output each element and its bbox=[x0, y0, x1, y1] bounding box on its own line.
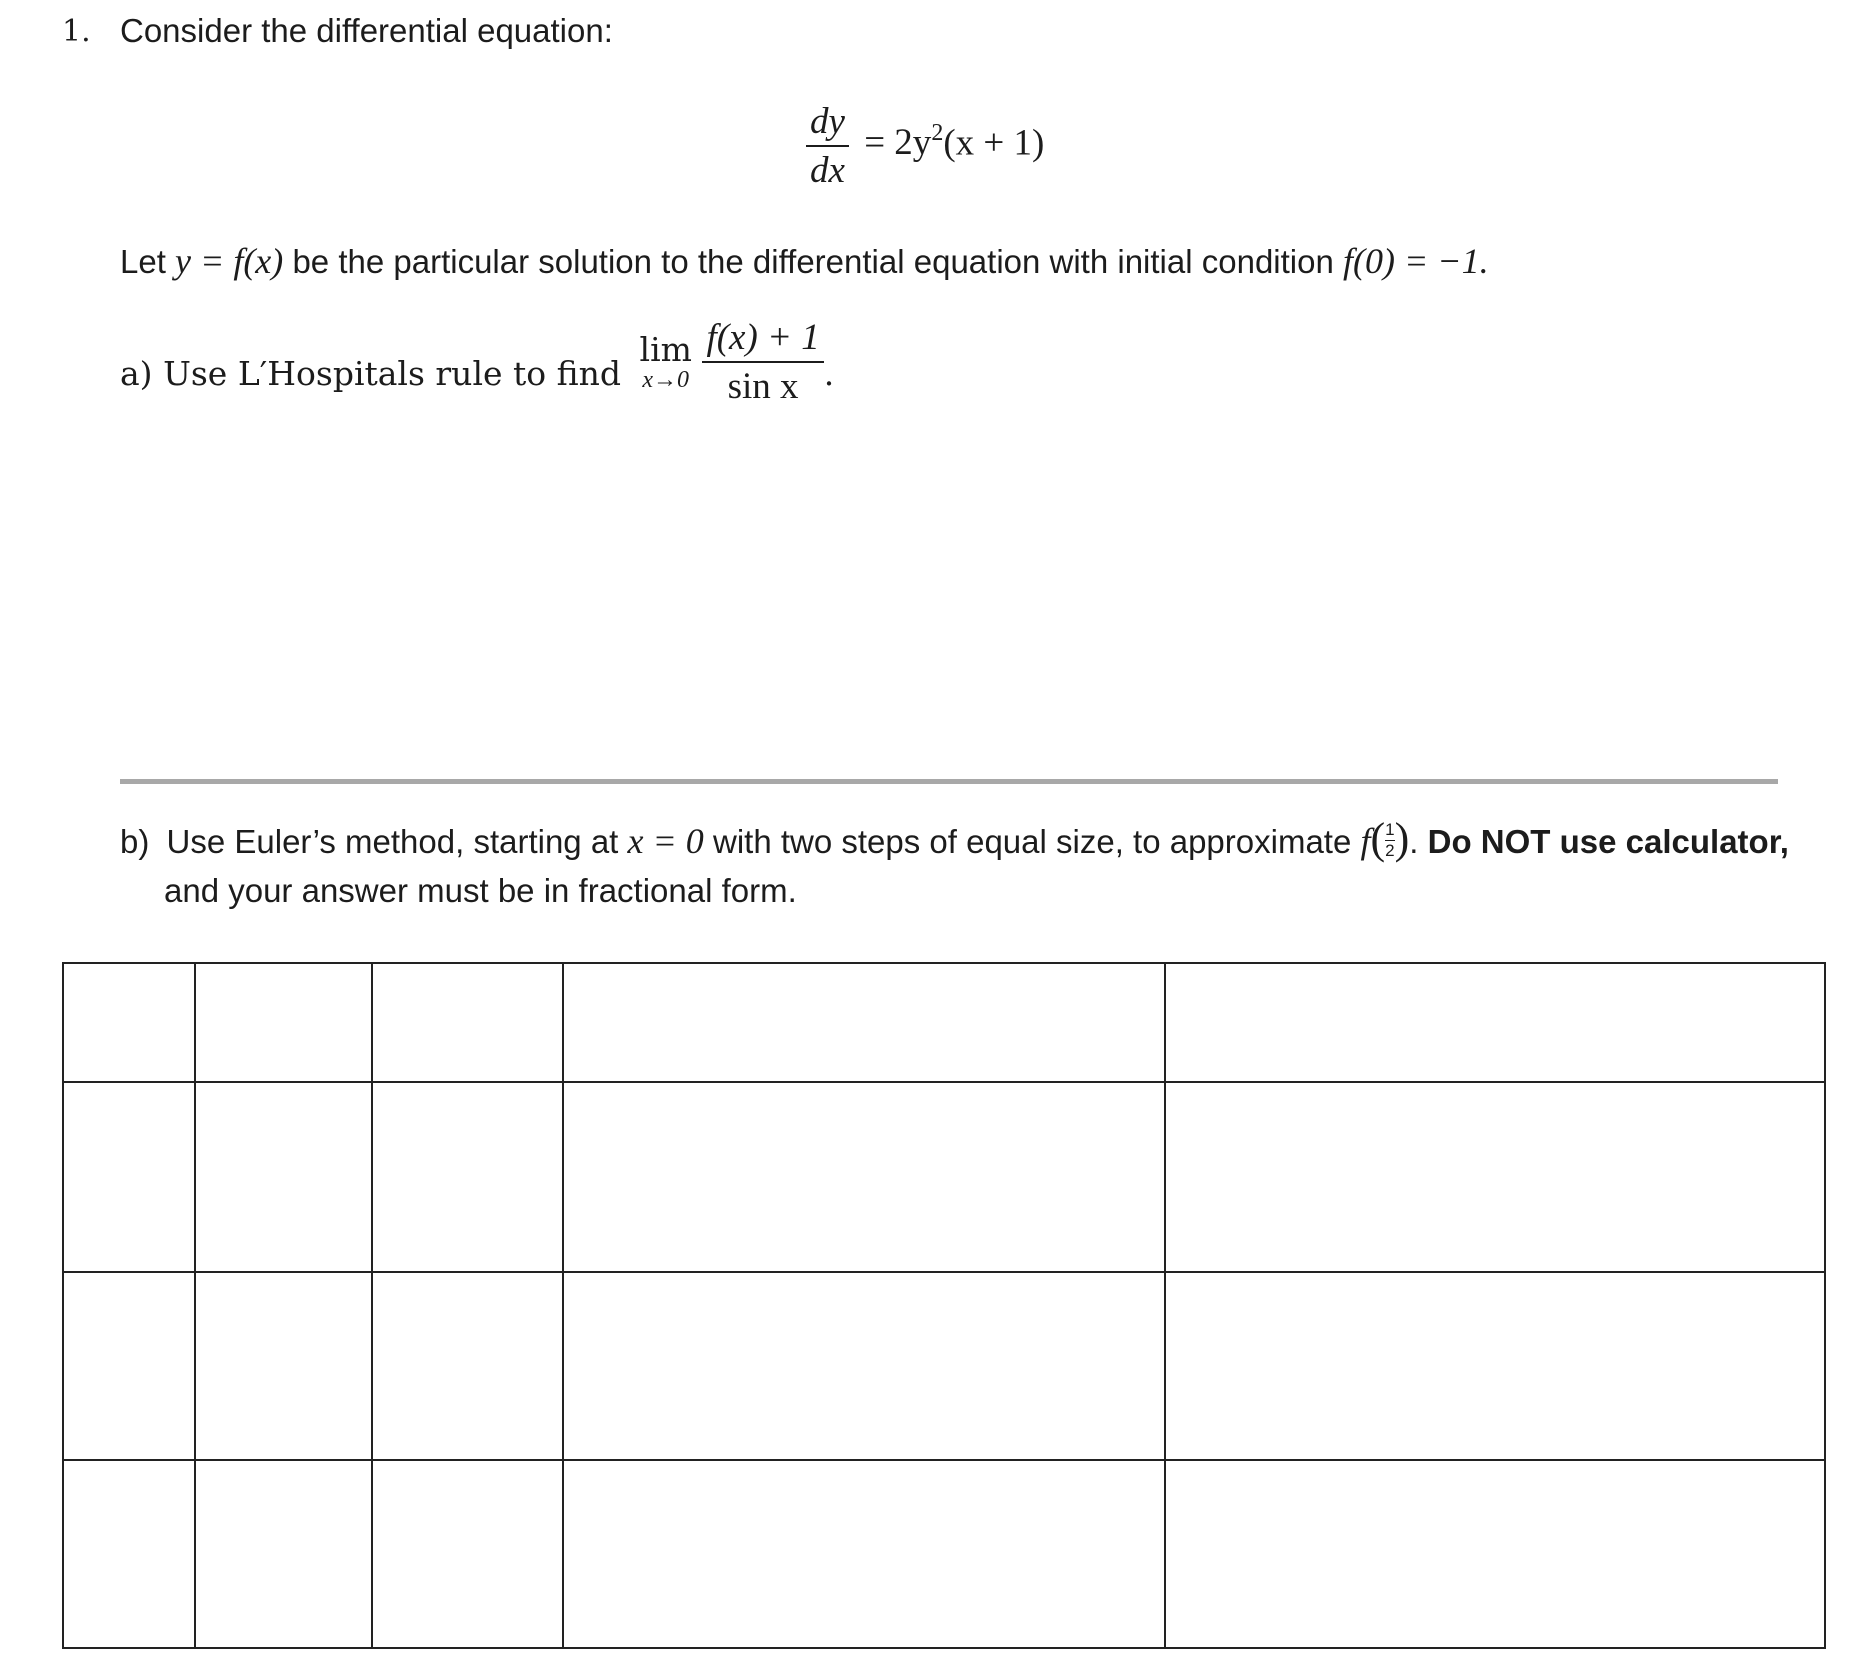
table-row bbox=[63, 1082, 1825, 1272]
half-fraction bbox=[1385, 820, 1394, 861]
eq-denominator: dx bbox=[810, 150, 845, 191]
table-cell[interactable] bbox=[195, 1460, 372, 1648]
condition-middle: be the particular solution to the differential equation with initial condition bbox=[292, 243, 1334, 280]
approx-func: f bbox=[1360, 821, 1371, 861]
table-row bbox=[63, 1460, 1825, 1648]
table-cell[interactable] bbox=[195, 1272, 372, 1460]
open-paren: ( bbox=[1370, 814, 1386, 863]
table-row bbox=[63, 1272, 1825, 1460]
table-cell[interactable] bbox=[563, 963, 1165, 1082]
part-a-label: a) bbox=[120, 354, 153, 393]
condition-func: y = f(x) bbox=[175, 241, 284, 281]
lim-subscript: x→0 bbox=[642, 367, 690, 393]
dy-dx-fraction bbox=[806, 100, 849, 192]
limit-denominator: sin x bbox=[727, 366, 799, 407]
limit-operator bbox=[640, 330, 692, 394]
limit-numerator: f(x) + 1 bbox=[706, 317, 820, 358]
start-value: x = 0 bbox=[627, 821, 704, 861]
table-cell[interactable] bbox=[563, 1460, 1165, 1648]
part-a bbox=[120, 317, 835, 422]
close-paren: ) bbox=[1394, 814, 1410, 863]
lim-label: lim bbox=[639, 330, 692, 369]
eq-rhs-exponent: 2 bbox=[931, 120, 944, 147]
eq-rhs-prefix: = 2y bbox=[864, 122, 932, 164]
part-b-label: b) bbox=[120, 823, 150, 860]
fraction-bar bbox=[806, 145, 849, 147]
part-b-line2: and your answer must be in fractional form. bbox=[164, 872, 797, 909]
part-b bbox=[120, 813, 1789, 865]
part-b-text2: with two steps of equal size, to approximate bbox=[712, 823, 1352, 860]
part-b-after: . bbox=[1409, 823, 1419, 860]
limit-fraction-bar bbox=[702, 361, 823, 363]
limit-fraction bbox=[702, 316, 823, 408]
table-cell[interactable] bbox=[63, 1082, 195, 1272]
eq-numerator: dy bbox=[810, 101, 845, 142]
half-denominator: 2 bbox=[1385, 840, 1395, 860]
question-intro: Consider the differential equation: bbox=[120, 12, 613, 49]
table-cell[interactable] bbox=[195, 963, 372, 1082]
condition-lead: Let bbox=[120, 243, 166, 280]
table-cell[interactable] bbox=[372, 1272, 563, 1460]
table-cell[interactable] bbox=[1165, 963, 1825, 1082]
table-cell[interactable] bbox=[1165, 1460, 1825, 1648]
table-cell[interactable] bbox=[372, 1082, 563, 1272]
eq-rhs-suffix: (x + 1) bbox=[943, 122, 1045, 164]
question-number: 1. bbox=[62, 14, 91, 49]
table-cell[interactable] bbox=[563, 1272, 1165, 1460]
table-cell[interactable] bbox=[195, 1082, 372, 1272]
part-a-period: . bbox=[823, 354, 835, 393]
initial-condition: f(0) = −1. bbox=[1343, 241, 1489, 281]
table-cell[interactable] bbox=[372, 963, 563, 1082]
table-cell[interactable] bbox=[372, 1460, 563, 1648]
table-cell[interactable] bbox=[63, 1460, 195, 1648]
euler-table bbox=[62, 962, 1826, 1649]
table-cell[interactable] bbox=[63, 1272, 195, 1460]
half-numerator: 1 bbox=[1385, 819, 1395, 839]
part-b-text1: Use Euler’s method, starting at bbox=[166, 823, 619, 860]
part-a-text: Use L′Hospitals rule to find bbox=[163, 354, 622, 393]
calculator-warning: Do NOT use calculator, bbox=[1427, 823, 1789, 860]
section-divider bbox=[120, 779, 1778, 784]
differential-equation bbox=[806, 100, 1044, 192]
condition-sentence bbox=[120, 240, 1489, 282]
table-cell[interactable] bbox=[1165, 1082, 1825, 1272]
table-cell[interactable] bbox=[63, 963, 195, 1082]
table-cell[interactable] bbox=[1165, 1272, 1825, 1460]
table-cell[interactable] bbox=[563, 1082, 1165, 1272]
table-row bbox=[63, 963, 1825, 1082]
